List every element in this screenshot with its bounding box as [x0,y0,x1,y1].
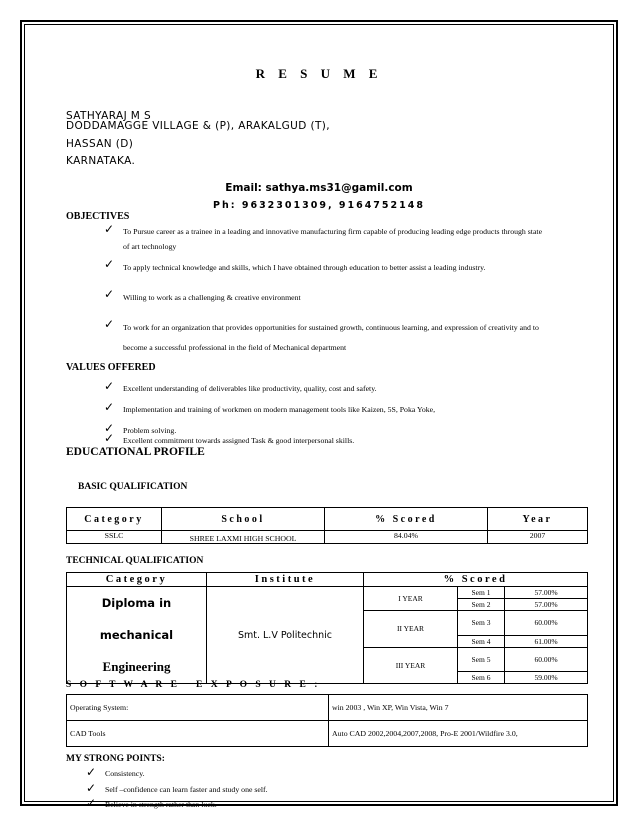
check-icon: ✓ [104,379,115,393]
cell-school: SHREE LAXMI HIGH SCHOOL [162,531,325,544]
check-icon: ✓ [86,796,97,810]
sem-cell: Sem 3 [458,611,505,636]
values-heading: VALUES OFFERED [66,362,156,373]
check-icon: ✓ [104,257,115,271]
header-category: Category [67,573,207,587]
score-cell: 57.00% [505,587,588,599]
objectives-heading: OBJECTIVES [66,211,130,222]
technical-qualification-table [66,572,588,684]
check-icon: ✓ [104,400,115,414]
table-row [67,695,588,721]
list-item: Consistency. [105,769,145,778]
list-item: Willing to work as a challenging & creative environment [123,293,301,302]
address-line-1: DODDAMAGGE VILLAGE & (P), ARAKALGUD (T), [66,120,331,132]
sem-cell: Sem 2 [458,599,505,611]
score-cell: 57.00% [505,599,588,611]
list-item: Excellent commitment towards assigned Task & good interpersonal skills. [123,436,355,445]
list-item: Excellent understanding of deliverables like productivity, quality, cost and safety. [123,384,377,393]
diploma-subtitle: Engineering [102,659,171,674]
year-cell: I YEAR [364,587,458,611]
header-scored: % Scored [325,508,488,531]
education-heading: EDUCATIONAL PROFILE [66,446,205,458]
list-item: To apply technical knowledge and skills, which I have obtained through education to better assist a leading industry. [123,263,486,272]
strengths-heading: MY STRONG POINTS: [66,754,165,764]
address-line-2: HASSAN (D) [66,138,134,150]
software-table [66,694,588,747]
score-cell: 60.00% [505,647,588,672]
list-item: of art technology [123,242,177,251]
header-category: Category [67,508,162,531]
header-scored: % Scored [364,573,588,587]
check-icon: ✓ [86,765,97,779]
check-icon: ✓ [86,781,97,795]
cell-year: 2007 [488,531,588,544]
list-item: Believe in strength rather than luck. [105,800,217,809]
software-value: Auto CAD 2002,2004,2007,2008, Pro-E 2001/Wildfire 3.0, [329,721,588,747]
score-cell: 61.00% [505,635,588,647]
check-icon: ✓ [104,317,115,331]
list-item: Self –confidence can learn faster and study one self. [105,785,268,794]
basic-qualification-heading: BASIC QUALIFICATION [78,482,188,492]
candidate-name: SATHYARAJ M S [66,110,152,122]
software-label: CAD Tools [67,721,329,747]
sem-cell: Sem 1 [458,587,505,599]
check-icon: ✓ [104,222,115,236]
check-icon: ✓ [104,287,115,301]
score-cell: 60.00% [505,611,588,636]
list-item: Implementation and training of workmen on modern management tools like Kaizen, 5S, Poka Yoke, [123,405,436,414]
table-row [67,721,588,747]
software-value: win 2003 , Win XP, Win Vista, Win 7 [329,695,588,721]
sem-cell: Sem 4 [458,635,505,647]
basic-qualification-table [66,507,588,544]
header-year: Year [488,508,588,531]
list-item: become a successful professional in the field of Mechanical department [123,343,347,352]
table-row [67,531,588,544]
resume-title: R E S U M E [255,66,383,81]
email-address: Email: sathya.ms31@gamil.com [225,182,413,194]
list-item: Problem solving. [123,426,177,435]
year-cell: III YEAR [364,647,458,684]
check-icon: ✓ [104,421,115,435]
diploma-cell [67,587,207,684]
technical-qualification-heading: TECHNICAL QUALIFICATION [66,556,204,566]
year-cell: II YEAR [364,611,458,648]
phone-numbers: Ph: 9632301309, 9164752148 [213,200,425,211]
header-institute: Institute [207,573,364,587]
list-item: To work for an organization that provides opportunities for sustained growth, continuous learning, and expression of creativity and to [123,323,539,332]
score-cell: 59.00% [505,672,588,684]
cell-scored: 84.04% [325,531,488,544]
check-icon: ✓ [104,431,115,445]
cell-category: SSLC [67,531,162,544]
diploma-title: Diploma in mechanical [99,596,174,642]
header-school: School [162,508,325,531]
sem-cell: Sem 5 [458,647,505,672]
software-label: Operating System: [67,695,329,721]
list-item: To Pursue career as a trainee in a leading and innovative manufacturing firm capable of producing leading edge products through state [123,227,543,236]
table-row [67,587,588,599]
address-line-3: KARNATAKA. [66,155,136,167]
institute-cell: Smt. L.V Politechnic [207,587,364,684]
sem-cell: Sem 6 [458,672,505,684]
software-heading: S O F T W A R E E X P O S U R E : [66,680,321,690]
